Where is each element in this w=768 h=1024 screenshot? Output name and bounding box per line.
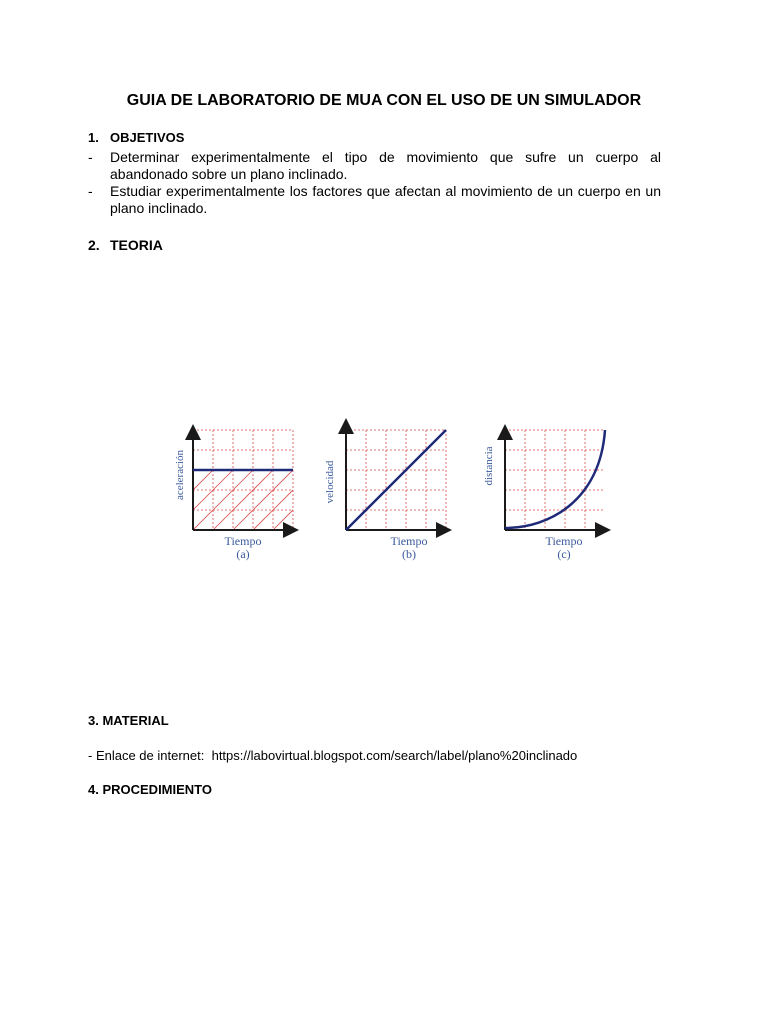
chart-caption: (a): [236, 547, 250, 561]
bullet-dash: -: [88, 183, 93, 199]
chart-caption: (b): [402, 547, 416, 561]
section-material-heading: 3. MATERIAL: [88, 713, 169, 728]
objective-item-2: Estudiar experimentalmente los factores que afectan al movimiento de un cuerpo en un plano inclinado.: [110, 183, 661, 216]
x-axis-label: Tiempo: [224, 534, 262, 548]
velocity-line: [346, 430, 446, 530]
document-title: GUIA DE LABORATORIO DE MUA CON EL USO DE UN SIMULADOR: [126, 92, 642, 109]
x-axis-label: Tiempo: [545, 534, 583, 548]
material-link-line: [88, 748, 577, 763]
area-hatching: [165, 470, 333, 530]
y-axis-label: velocidad: [324, 460, 336, 504]
chart-caption: (c): [557, 547, 571, 561]
distance-curve: [505, 430, 605, 528]
section-procedimiento-heading: 4. PROCEDIMIENTO: [88, 782, 213, 797]
chart-velocity: [324, 426, 446, 561]
bullet-dash: -: [88, 149, 93, 165]
section-teoria-heading: [88, 237, 163, 253]
section-number: 1.: [88, 130, 99, 145]
section-title: TEORIA: [110, 237, 163, 253]
y-axis-label: distancia: [483, 446, 495, 486]
material-link-label: - Enlace de internet:: [88, 748, 205, 763]
y-axis-label: aceleración: [174, 449, 186, 501]
chart-distance: [483, 430, 605, 561]
section-number: 2.: [88, 237, 100, 253]
section-title: OBJETIVOS: [110, 130, 185, 145]
section-objetivos-heading: [88, 130, 184, 145]
chart-acceleration: [165, 430, 333, 561]
mua-graphs-figure: [165, 418, 625, 568]
x-axis-label: Tiempo: [390, 534, 428, 548]
objective-item-1: Determinar experimentalmente el tipo de movimiento que sufre un cuerpo al abandonado sobre un plano inclinado.: [110, 149, 661, 182]
material-link-url[interactable]: https://labovirtual.blogspot.com/search/label/plano%20inclinado: [211, 748, 578, 763]
